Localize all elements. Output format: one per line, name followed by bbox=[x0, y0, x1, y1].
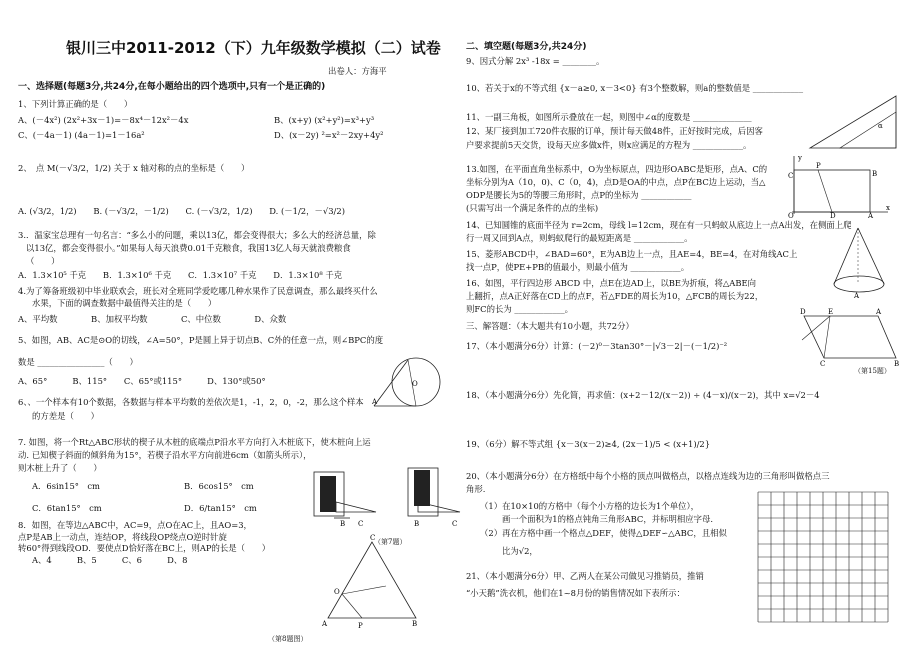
question-7-line-2: 动. 已知楔子斜面的倾斜角为15°，若楔子沿水平方向前进6cm（如箭头所示）， bbox=[18, 450, 312, 460]
question-20-line-5: （2）再在方格中画一个格点△DEF，使得△DEF∽△ABC，且相似 bbox=[480, 528, 727, 538]
svg-text:C: C bbox=[358, 520, 364, 528]
question-18: 18、（本小题满分6分）先化简，再求值：(x+2－12/(x－2)) ÷ (4－x)/(x－2)，其中 x=√2－4 bbox=[466, 390, 820, 400]
question-3-line-3: （ ） bbox=[26, 256, 60, 266]
question-3-line-1: 3.．温家宝总理有一句名言：“多么小的问题，乘以13亿，都会变得很大；多么大的经济总量，除 bbox=[18, 230, 376, 240]
svg-text:E: E bbox=[828, 308, 834, 316]
question-8-options: A、4 B、5 C、6 D、8 bbox=[32, 555, 188, 565]
question-14-line-2: 行一周又回到A点，则蚂蚁爬行的最短距离是 ____________。 bbox=[466, 233, 693, 243]
question-1-option-c: C、(－4a－1) (4a－1)=1－16a² bbox=[18, 130, 145, 140]
question-20-line-1: 20、（本小题满分6分）在方格纸中每个小格的顶点叫做格点，以格点连线为边的三角形叫做格点三 bbox=[466, 471, 830, 481]
svg-text:B: B bbox=[340, 520, 346, 528]
question-14-line-1: 14、已知圆锥的底面半径为 r=2cm，母线 l=12cm，现在有一只蚂蚁从底边上一点A出发，在侧面上爬 bbox=[466, 220, 852, 230]
svg-text:A: A bbox=[372, 398, 378, 406]
question-16-line-2: 上翻折，点A正好落在CD上的点F，若△FDE的周长为10，△FCB的周长为22， bbox=[466, 291, 764, 301]
question-17: 17、（本小题满分6分）计算：(－2)⁰－3tan30°－|√3－2|－(－1/2)⁻² bbox=[466, 341, 728, 351]
svg-text:A: A bbox=[868, 212, 874, 220]
question-4-options: A、平均数 B、加权平均数 C、中位数 D、众数 bbox=[18, 314, 287, 324]
svg-text:P: P bbox=[816, 162, 821, 170]
question-15-line-2: 找一点P，使PE+PB的值最小，则最小值为 ____________。 bbox=[466, 262, 690, 272]
question-7-line-1: 7. 如图，将一个Rt△ABC形状的楔子从木桩的底端点P沿水平方向打入木桩底下，使木桩向上运 bbox=[18, 437, 371, 447]
question-7-option-b: B．6cos15° cm bbox=[184, 481, 254, 491]
question-7-line-3: 则木桩上升了（ ） bbox=[18, 463, 102, 473]
question-8-line-3: 转60°得到线段OD．要使点D恰好落在BC上，则AP的长是（ ） bbox=[18, 543, 271, 553]
svg-text:A: A bbox=[322, 620, 328, 628]
question-21-line-2: “小天鹅”洗衣机，他们在1~8月份的销售情况如下表所示： bbox=[466, 588, 685, 598]
question-16-line-3: 则FC的长为 ____________。 bbox=[466, 304, 574, 314]
figure-q13-coordinates bbox=[788, 154, 892, 220]
question-5-options: A、65° B、115° C、65°或115° D、130°或50° bbox=[18, 376, 266, 386]
question-1-option-d: D、(x－2y) ²=x²－2xy+4y² bbox=[274, 130, 384, 140]
section-2-heading: 二、填空题(每题3分,共24分) bbox=[466, 42, 587, 52]
svg-text:B: B bbox=[872, 170, 878, 178]
question-6-line-1: 6、、一个样本有10个数据，各数据与样本平均数的差依次是1，-1，2，0，-2，那么这个样本 bbox=[18, 397, 364, 407]
question-13-line-2: 坐标分别为A（10，0)、C（0，4)，点D是OA的中点，点P在BC边上运动，当△ bbox=[466, 177, 766, 187]
question-10: 10、若关于x的不等式组 {x－a≥0, x－3<0} 有3个整数解，则a的整数值是 ____________ bbox=[466, 83, 804, 93]
question-13-line-3: ODP是腰长为5的等腰三角形时，点P的坐标为 ____________ bbox=[466, 190, 692, 200]
question-7-option-a: A．6sin15° cm bbox=[32, 481, 100, 491]
question-1-option-b: B、(x+y) (x²+y²)=x³+y³ bbox=[274, 115, 375, 125]
svg-text:O: O bbox=[788, 212, 794, 220]
svg-text:x: x bbox=[886, 204, 890, 212]
figure-q16-parallelogram bbox=[800, 310, 898, 366]
question-12-line-2: 户要求提前5天交货，设每天应多做x件，则x应满足的方程为 ____________。 bbox=[466, 140, 752, 150]
question-2-options: A. (√3/2，1/2) B. (－√3/2，－1/2) C. (－√3/2，1/2) D. (－1/2，－√3/2) bbox=[18, 206, 345, 216]
question-2: 2、 点 M(－√3/2，1/2) 关于 x 轴对称的点的坐标是（ ） bbox=[18, 163, 250, 173]
question-8-line-2: 点P是AB上一动点，连结OP，将线段OP绕点O逆时针旋 bbox=[18, 532, 227, 542]
svg-text:C: C bbox=[370, 534, 376, 542]
svg-text:C: C bbox=[452, 520, 458, 528]
figure-q8-caption: （第8题图） bbox=[268, 635, 308, 643]
question-7-option-c: C．6tan15° cm bbox=[32, 503, 102, 513]
svg-text:P: P bbox=[358, 622, 363, 630]
question-13-line-1: 13.如图，在平面直角坐标系中，O为坐标原点，四边形OABC是矩形，点A、C的 bbox=[466, 164, 768, 174]
svg-text:O: O bbox=[412, 380, 418, 388]
figure-q11-set-squares bbox=[810, 92, 900, 152]
figure-q8-triangle bbox=[312, 534, 422, 632]
svg-text:B: B bbox=[414, 520, 420, 528]
question-4-line-2: 水果，下面的调查数据中最值得关注的是（ ） bbox=[32, 298, 217, 308]
svg-text:C: C bbox=[788, 172, 794, 180]
figure-q7-caption: （第7题） bbox=[374, 538, 407, 546]
question-12-line-1: 12、某厂接到加工720件衣服的订单，预计每天做48件，正好按时完成，后因客 bbox=[466, 126, 763, 136]
question-20-line-4: 画一个面积为1的格点钝角三角形ABC，并标明相应字母. bbox=[502, 514, 714, 524]
question-5-line-2: 数是 ________________（ ） bbox=[18, 357, 138, 367]
figure-q14-cone bbox=[830, 226, 890, 298]
exam-title: 银川三中2011-2012（下）九年级数学模拟（二）试卷 bbox=[66, 39, 441, 57]
section-3-heading: 三、解答题：（本大题共有10小题，共72分） bbox=[466, 321, 634, 331]
svg-text:B: B bbox=[412, 620, 418, 628]
svg-text:D: D bbox=[800, 308, 806, 316]
svg-text:B: B bbox=[894, 360, 900, 368]
svg-text:C: C bbox=[820, 360, 826, 368]
svg-text:A: A bbox=[876, 308, 882, 316]
figure-q15-caption: （第15题） bbox=[854, 367, 891, 375]
question-7-option-d: D．6/tan15° cm bbox=[184, 503, 257, 513]
question-11: 11、一副三角板，如图所示叠放在一起，则图中∠α的度数是 ______________ bbox=[466, 112, 752, 122]
question-1-option-a: A、(－4x²) (2x²+3x－1)=－8x⁴－12x²－4x bbox=[18, 115, 189, 125]
question-4-line-1: 4.为了筹备班级初中毕业联欢会，班长对全班同学爱吃哪几种水果作了民意调查，那么最终买什么 bbox=[18, 286, 378, 296]
question-1: 1、下列计算正确的是（ ） bbox=[18, 99, 133, 109]
section-1-heading: 一、选择题(每题3分,共24分,在每小题给出的四个选项中,只有一个是正确的) bbox=[18, 82, 326, 92]
question-9: 9、因式分解 2x³ -18x = ________。 bbox=[466, 56, 605, 66]
question-19: 19、（6分）解不等式组 {x－3(x－2)≥4, (2x－1)/5 < (x+1)/2} bbox=[466, 439, 711, 449]
question-5-line-1: 5、如图，AB、AC是⊙O的切线，∠A=50°，P是圆上异于切点B、C外的任意一点，则∠BPC的度 bbox=[18, 335, 384, 345]
figure-q7-wedge bbox=[314, 468, 464, 528]
question-6-line-2: 的方差是（ ） bbox=[32, 411, 99, 421]
exam-author: 出卷人：方海平 bbox=[328, 66, 387, 76]
question-16-line-1: 16、如图，平行四边形 ABCD 中，点E在边AD上，以BE为折痕，将△ABE向 bbox=[466, 278, 756, 288]
svg-text:α: α bbox=[878, 122, 883, 130]
svg-text:D: D bbox=[830, 212, 836, 220]
question-20-line-3: （1）在10×10的方格中（每个小方格的边长为1个单位）， bbox=[480, 501, 700, 511]
question-13-line-4: (只需写出一个满足条件的点的坐标) bbox=[466, 203, 599, 213]
svg-text:A: A bbox=[854, 292, 860, 300]
svg-text:O: O bbox=[334, 588, 340, 596]
question-3-line-2: 以13亿，都会变得很小。”如果每人每天浪费0.01千克粮食，我国13亿人每天就浪费粮食 bbox=[26, 243, 351, 253]
question-8-line-1: 8．如图，在等边△ABC中，AC=9，点O在AC上，且AO=3， bbox=[18, 520, 252, 530]
question-20-line-2: 角形. bbox=[466, 484, 486, 494]
question-15-line-1: 15、菱形ABCD中，∠BAD=60°，E为AB边上一点，且AE=4，BE=4，在对角线AC上 bbox=[466, 249, 798, 259]
figure-q5-circle bbox=[372, 346, 444, 418]
figure-q20-grid bbox=[756, 490, 896, 630]
question-3-options: A．1.3×10⁵ 千克 B．1.3×10⁶ 千克 C．1.3×10⁷ 千克 D．1.3×10⁸ 千克 bbox=[18, 270, 343, 280]
svg-text:y: y bbox=[798, 154, 802, 162]
question-20-line-6: 比为√2， bbox=[502, 546, 538, 556]
question-21-line-1: 21、（本小题满分6分）甲、乙两人在某公司做见习推销员，推销 bbox=[466, 571, 704, 581]
